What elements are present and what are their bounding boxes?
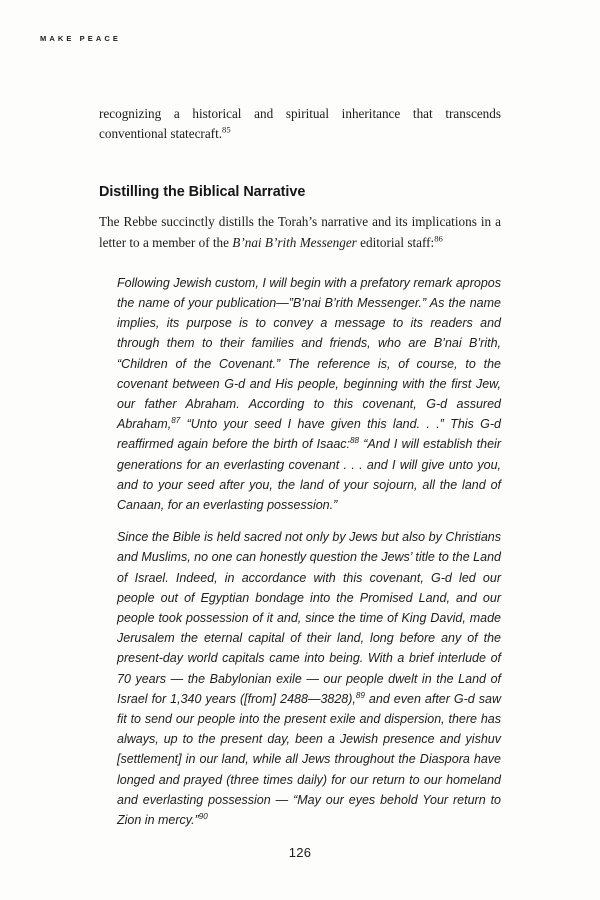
quote-paragraph-2 (117, 527, 501, 830)
footnote-marker-87: 87 (171, 416, 181, 426)
quote-paragraph-1 (117, 273, 501, 515)
quote-paragraph-2-text-b: and even after G-d saw fit to send our people into the present exile and dispersion, there has always, up to the present day, been a Jewish presence and yishuv [settlement] in our land, while all Jews throughout the Diaspora have longed and prayed (three times daily) for our return to our homeland and everlasting possession — “May our eyes behold Your return to Zion in mercy.” (117, 691, 501, 828)
running-head: MAKE PEACE (40, 34, 122, 43)
footnote-marker-89: 89 (355, 690, 365, 700)
section-intro-text-after: editorial staff: (356, 234, 435, 250)
footnote-marker-90: 90 (198, 811, 208, 821)
continued-paragraph-text: recognizing a historical and spiritual inheritance that transcends conventional statecraft. (99, 106, 501, 142)
footnote-marker-86: 86 (434, 233, 443, 244)
section-heading: Distilling the Biblical Narrative (99, 184, 306, 201)
footnote-marker-85: 85 (222, 124, 231, 135)
letter-blockquote (117, 273, 501, 830)
page-number: 126 (288, 845, 312, 860)
quote-paragraph-1-text-a: Following Jewish custom, I will begin with a prefatory remark apropos the name of your publication—”B’nai B’rith Messenger.” As the name implies, its purpose is to convey a message to its readers and through them to their families and friends, who are B’nai B’rith, “Children of the Covenant.” The reference is, of course, to the covenant between G-d and His people, beginning with the first Jew, our father Abraham. According to this covenant, G-d assured Abraham, (117, 275, 501, 432)
footnote-marker-88: 88 (350, 436, 360, 446)
quote-paragraph-2-text-a: Since the Bible is held sacred not only by Jews but also by Christians and Muslims, no one can honestly question the Jews’ title to the Land of Israel. Indeed, in accordance with this covenant, G-d led our people out of Egyptian bondage into the Promised Land, and our people took possession of it and, since the time of King David, made Jerusalem the eternal capital of their land, long before any of the present-day world capitals came into being. With a brief interlude of 70 years — the Babylonian exile — our people dwelt in the Land of Israel for 1,340 years ([from] 2488—3828), (117, 530, 501, 706)
page-content (99, 104, 501, 846)
quote-paragraph-1-text-b: “Unto your seed I have given this land. . .” This G-d reaffirmed again before the birth of Isaac: (117, 417, 501, 452)
continued-paragraph (99, 104, 501, 144)
section-intro-text-before: The Rebbe succinctly distills the Torah’s narrative and its implications in a letter to a member of the (99, 214, 501, 250)
quote-paragraph-1-text-c: “And I will establish their generations for an everlasting covenant . . . and I will give unto you, and to your seed after you, the land of your sojourn, all the land of Canaan, for an everlasting possession.” (117, 437, 501, 513)
section-intro-paragraph (99, 212, 501, 252)
publication-title: B’nai B’rith Messenger (232, 234, 357, 250)
